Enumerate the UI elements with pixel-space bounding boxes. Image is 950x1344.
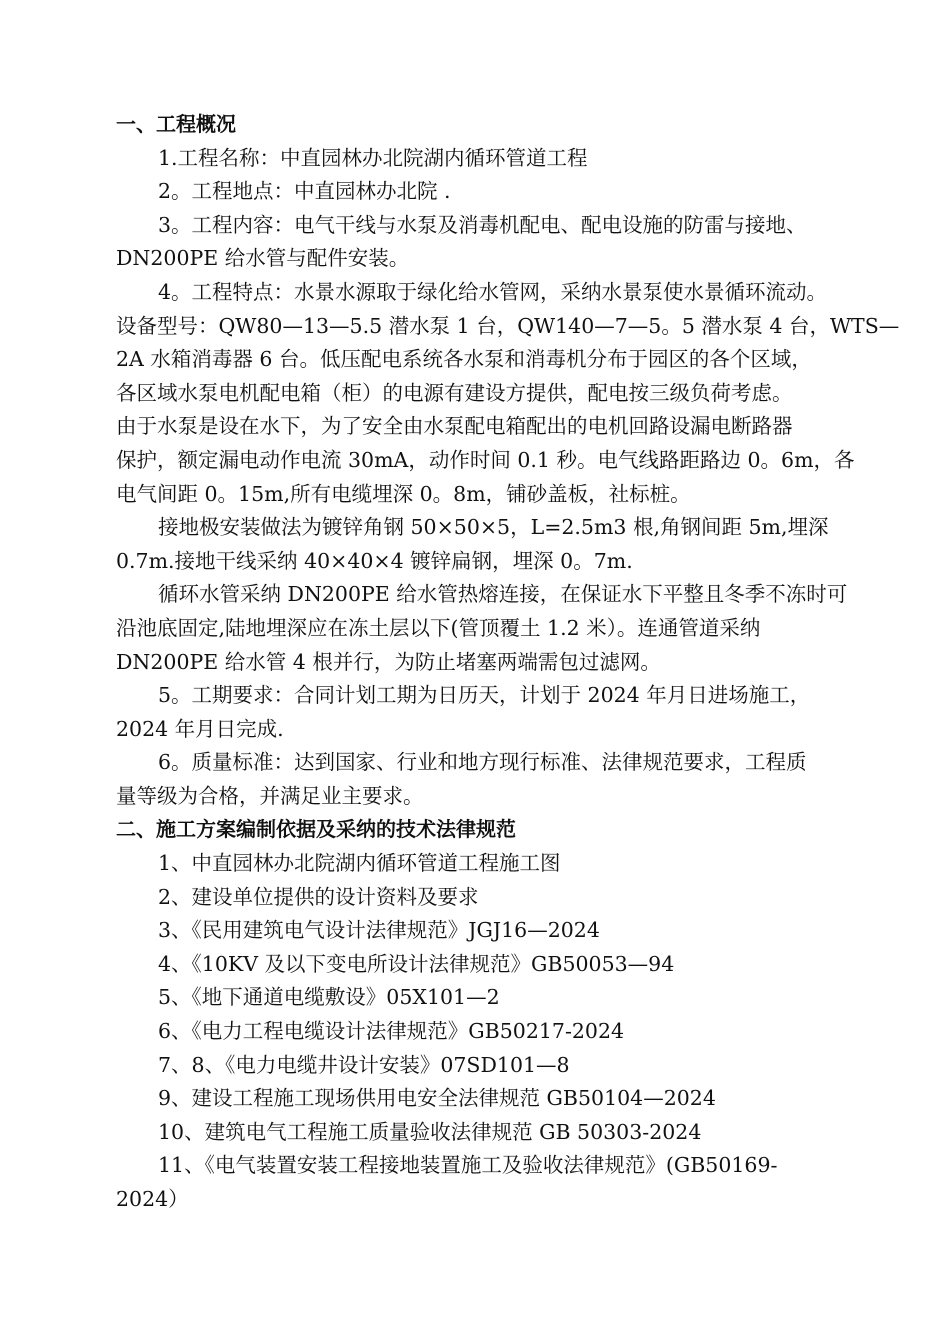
paragraph-first-line: 10、建筑电气工程施工质量验收法律规范 GB 50303-2024 <box>158 1119 702 1144</box>
paragraph-line: 各区域水泵电机配电箱（柜）的电源有建设方提供，配电按三级负荷考虑。 <box>116 380 793 405</box>
paragraph <box>116 746 886 813</box>
paragraph-line: 量等级为合格，并满足业主要求。 <box>116 783 424 808</box>
paragraph-first-line: 2、建设单位提供的设计资料及要求 <box>158 884 479 909</box>
paragraph-line: 2024 年月日完成. <box>116 716 284 741</box>
paragraph <box>116 175 886 209</box>
paragraph-first-line: 接地极安装做法为镀锌角钢 50×50×5，L=2.5m3 根,角钢间距 5m,埋深 <box>158 515 829 540</box>
paragraph <box>116 1049 886 1083</box>
paragraph <box>116 914 886 948</box>
paragraph <box>116 511 886 578</box>
document-page <box>116 108 900 1217</box>
paragraph <box>116 1116 886 1150</box>
paragraph-line: DN200PE 给水管与配件安装。 <box>116 246 410 271</box>
section <box>116 813 886 1216</box>
paragraph-line: 沿池底固定,陆地埋深应在冻土层以下(管顶覆土 1.2 米）。连通管道采纳 <box>116 615 761 640</box>
paragraph-line: 保护，额定漏电动作电流 30mA，动作时间 0.1 秒。电气线路距路边 0。6m，各 <box>116 447 855 472</box>
paragraph-first-line: 3、《民用建筑电气设计法律规范》JGJ16—2024 <box>158 918 600 943</box>
paragraph <box>116 1082 886 1116</box>
paragraph-first-line: 6。质量标准：达到国家、行业和地方现行标准、法律规范要求，工程质 <box>158 750 807 775</box>
paragraph-line: 2024） <box>116 1187 189 1211</box>
paragraph-line: DN200PE 给水管 4 根并行，为防止堵塞两端需包过滤网。 <box>116 649 661 674</box>
paragraph-line: 0.7m.接地干线采纳 40×40×4 镀锌扁钢，埋深 0。7m. <box>116 548 633 573</box>
paragraph <box>116 142 886 176</box>
paragraph-first-line: 1、中直园林办北院湖内循环管道工程施工图 <box>158 851 561 876</box>
paragraph-first-line: 5、《地下通道电缆敷设》05X101—2 <box>158 985 500 1010</box>
paragraph-line: 设备型号：QW80—13—5.5 潜水泵 1 台，QW140—7—5。5 潜水泵 4 台，WTS— <box>116 313 900 338</box>
paragraph <box>116 679 886 746</box>
paragraph-first-line: 4。工程特点：水景水源取于绿化给水管网，采纳水景泵使水景循环流动。 <box>158 279 828 304</box>
paragraph-first-line: 1.工程名称：中直园林办北院湖内循环管道工程 <box>158 145 588 170</box>
paragraph <box>116 209 886 276</box>
paragraph <box>116 948 886 982</box>
paragraph-line: 电气间距 0。15m,所有电缆埋深 0。8m，铺砂盖板，社标桩。 <box>116 481 691 506</box>
paragraph-first-line: 循环水管采纳 DN200PE 给水管热熔连接，在保证水下平整且冬季不冻时可 <box>158 582 848 607</box>
paragraph-first-line: 2。工程地点：中直园林办北院 . <box>158 179 451 204</box>
section <box>116 108 900 813</box>
document-body <box>116 108 900 1217</box>
paragraph-first-line: 3。工程内容：电气干线与水泵及消毒机配电、配电设施的防雷与接地、 <box>158 212 807 237</box>
paragraph <box>116 1149 886 1216</box>
paragraph-first-line: 7、8、《电力电缆井设计安装》07SD101—8 <box>158 1052 570 1077</box>
paragraph <box>116 847 886 881</box>
paragraph-line: 2A 水箱消毒器 6 台。低压配电系统各水泵和消毒机分布于园区的各个区域， <box>116 347 812 372</box>
paragraph-first-line: 5。工期要求：合同计划工期为日历天，计划于 2024 年月日进场施工， <box>158 683 811 708</box>
paragraph-first-line: 4、《10KV 及以下变电所设计法律规范》GB50053—94 <box>158 951 675 976</box>
paragraph-first-line: 9、建设工程施工现场供用电安全法律规范 GB50104—2024 <box>158 1086 716 1111</box>
paragraph <box>116 1015 886 1049</box>
paragraph <box>116 981 886 1015</box>
paragraph-first-line: 6、《电力工程电缆设计法律规范》GB50217-2024 <box>158 1019 625 1044</box>
paragraph-line: 由于水泵是设在水下，为了安全由水泵配电箱配出的电机回路设漏电断路器 <box>116 414 793 439</box>
paragraph <box>116 881 886 915</box>
paragraph <box>116 276 900 511</box>
section-heading: 一、工程概况 <box>116 112 236 136</box>
paragraph <box>116 578 886 679</box>
paragraph-first-line: 11、《电气装置安装工程接地装置施工及验收法律规范》(GB50169- <box>158 1153 778 1178</box>
section-heading: 二、施工方案编制依据及采纳的技术法律规范 <box>116 817 516 842</box>
